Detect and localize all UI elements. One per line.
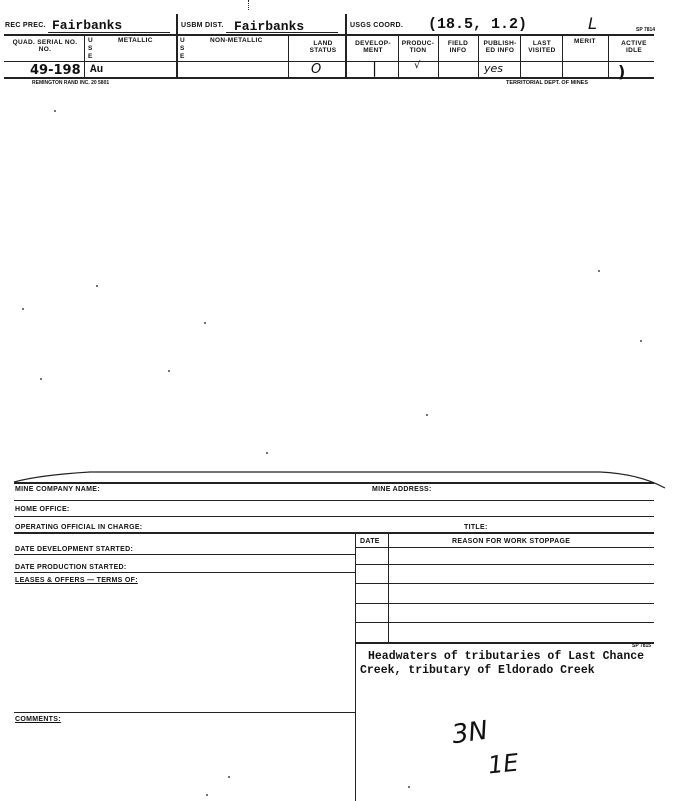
- stoppage-row-3: [355, 603, 654, 604]
- col-merit: MERIT: [574, 38, 596, 45]
- leases-label: LEASES & OFFERS — TERMS OF:: [15, 577, 138, 584]
- active-idle-value: ): [618, 62, 626, 81]
- quad-serial-value: 49-198: [30, 63, 81, 78]
- usgs-coord-value: (18.5, 1.2): [428, 16, 528, 33]
- col-use-s2: S: [180, 45, 185, 52]
- range-note: 1E: [486, 748, 520, 780]
- rec-prec-value: Fairbanks: [52, 18, 123, 33]
- div-after-published: [520, 34, 521, 77]
- top-form-code: SP 7814: [636, 27, 656, 33]
- div-after-develop: [398, 34, 399, 77]
- col-use-u2: U: [180, 37, 185, 44]
- div-after-visited: [562, 34, 563, 77]
- usgs-coord-label: USGS COORD.: [350, 22, 404, 29]
- card-edge-curve: [0, 460, 678, 500]
- scan-speck: [168, 370, 170, 372]
- card-footer-right: TERRITORIAL DEPT. OF MINES: [506, 80, 588, 86]
- scan-speck: [22, 308, 24, 310]
- location-line-2: Creek, tributary of Eldorado Creek: [360, 664, 595, 677]
- scan-speck: [598, 270, 600, 272]
- stoppage-bottom: [355, 642, 654, 644]
- mine-address-label: MINE ADDRESS:: [372, 486, 432, 493]
- title-label: TITLE:: [464, 524, 488, 531]
- lower-card: [0, 460, 678, 801]
- published-info-value: yes: [484, 62, 504, 75]
- scan-speck: [266, 452, 268, 454]
- stoppage-left-border: [355, 532, 356, 642]
- operating-official-label: OPERATING OFFICIAL IN CHARGE:: [15, 524, 143, 531]
- header-mid-line: [4, 61, 654, 62]
- date-production-label: DATE PRODUCTION STARTED:: [15, 564, 127, 571]
- metallic-value: Au: [90, 64, 104, 76]
- usbm-dist-underline: [226, 32, 338, 33]
- comments-right-border: [355, 642, 356, 801]
- stoppage-row-2: [355, 583, 654, 584]
- mine-company-label: MINE COMPANY NAME:: [15, 486, 100, 493]
- line-after-company: [14, 500, 654, 501]
- stoppage-date-divider: [388, 532, 389, 642]
- date-development-label: DATE DEVELOPMENT STARTED:: [15, 546, 134, 553]
- top-tick: [248, 0, 249, 10]
- line-after-prod-date: [14, 572, 355, 573]
- top-card: [0, 0, 678, 120]
- township-note: 3N: [450, 715, 490, 751]
- development-value: |: [372, 59, 378, 77]
- lower-top-line: [14, 482, 654, 484]
- col-last-visited: LAST VISITED: [528, 40, 556, 54]
- line-after-dev-date: [14, 554, 355, 555]
- col-land-status: LAND STATUS: [309, 40, 337, 54]
- rec-prec-label: REC PREC.: [5, 22, 46, 29]
- line-after-home: [14, 516, 654, 517]
- stoppage-row-1: [355, 564, 654, 565]
- col-use-e2: E: [180, 53, 185, 60]
- line-after-official: [14, 532, 654, 534]
- production-value: √: [414, 60, 421, 71]
- line-before-comments: [14, 712, 355, 713]
- scan-speck: [54, 110, 56, 112]
- col-development: DEVELOP-MENT: [355, 40, 391, 54]
- div-after-metallic: [176, 14, 178, 77]
- col-use-e: E: [88, 53, 93, 60]
- scan-speck: [426, 414, 428, 416]
- col-quad-serial: QUAD. SERIAL NO. NO.: [12, 39, 78, 53]
- col-metallic: METALLIC: [118, 37, 153, 44]
- location-line-1: Headwaters of tributaries of Last Chance: [368, 650, 645, 663]
- scan-speck: [40, 378, 42, 380]
- div-after-quad: [84, 34, 85, 77]
- scan-speck: [204, 322, 206, 324]
- land-status-value: O: [311, 62, 322, 77]
- stoppage-header-line: [355, 547, 654, 548]
- div-after-field: [478, 34, 479, 77]
- scan-speck: [640, 340, 642, 342]
- col-published-info: PUBLISH-ED INFO: [483, 40, 517, 54]
- stoppage-date-header: DATE: [360, 538, 380, 545]
- header-top-line: [4, 34, 654, 36]
- card-footer-left: REMINGTON RAND INC. 20 5801: [32, 80, 110, 86]
- lower-form-code: SP 7815: [632, 643, 652, 649]
- usbm-dist-value: Fairbanks: [234, 19, 305, 34]
- col-active-idle: ACTIVE IDLE: [621, 40, 647, 54]
- comments-label: COMMENTS:: [15, 716, 61, 723]
- div-after-nonmetallic: [288, 34, 289, 77]
- stoppage-reason-header: REASON FOR WORK STOPPAGE: [452, 538, 571, 545]
- col-use-u: U: [88, 37, 93, 44]
- col-production: PRODUC-TION: [401, 40, 435, 54]
- home-office-label: HOME OFFICE:: [15, 506, 70, 513]
- col-field-info: FIELD INFO: [447, 40, 469, 54]
- header-bottom-line: [4, 77, 654, 79]
- corner-mark: L: [588, 14, 597, 33]
- rec-prec-underline: [48, 32, 170, 33]
- div-after-merit: [608, 34, 609, 77]
- stoppage-row-4: [355, 622, 654, 623]
- scan-speck: [96, 285, 98, 287]
- usbm-dist-label: USBM DIST.: [181, 22, 224, 29]
- col-non-metallic: NON-METALLIC: [210, 37, 263, 44]
- col-use-s: S: [88, 45, 93, 52]
- div-after-production: [438, 34, 439, 77]
- div-after-land: [345, 14, 347, 77]
